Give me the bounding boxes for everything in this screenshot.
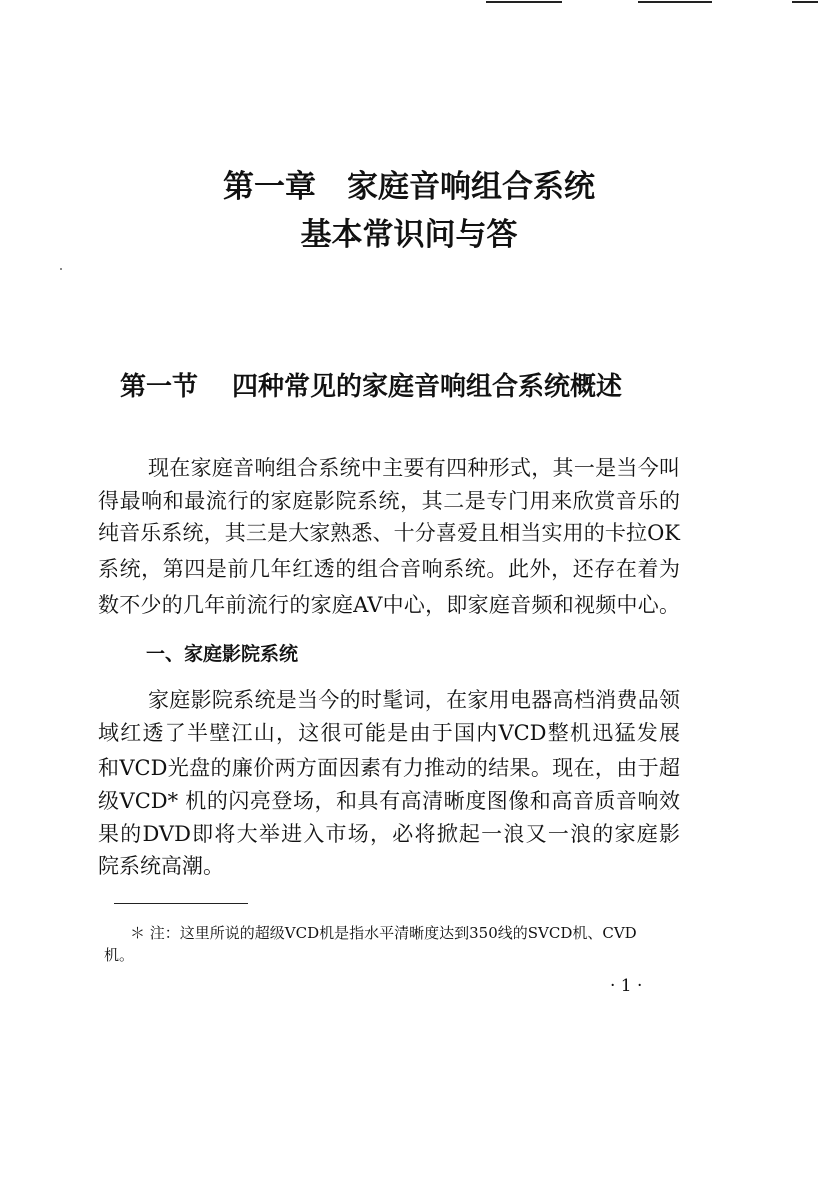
subsection-title: 一、家庭影院系统 [146,643,299,665]
footnote-text: ＊ 注：这里所说的超级VCD机是指水平清晰度达到350线的SVCD机、CVD [130,924,637,942]
paragraph-line: 果的DVD即将大举进入市场，必将掀起一浪又一浪的家庭影 [98,822,680,846]
top-edge-rule [792,1,818,3]
section-heading: 四种常见的家庭音响组合系统概述 [232,372,623,402]
paragraph-line: 纯音乐系统，其三是大家熟悉、十分喜爱且相当实用的卡拉OK [98,521,680,545]
chapter-title-line2: 基本常识问与答 [300,217,518,253]
paragraph-line: 院系统高潮。 [98,854,224,878]
paragraph-line: 得最响和最流行的家庭影院系统，其二是专门用来欣赏音乐的 [98,489,680,513]
section-label: 第一节 [120,372,199,402]
footnote-separator [114,903,248,904]
paragraph-line: 和VCD光盘的廉价两方面因素有力推动的结果。现在，由于超 [98,756,680,780]
top-edge-rule [486,1,562,3]
paragraph-line: 域红透了半壁江山，这很可能是由于国内VCD整机迅猛发展 [98,721,680,745]
section-title [120,372,622,402]
scan-speck [60,268,62,270]
paragraph-line: 级VCD* 机的闪亮登场，和具有高清晰度图像和高音质音响效 [98,789,680,813]
paragraph-line: 系统，第四是前几年红透的组合音响系统。此外，还存在着为 [98,557,680,581]
footnote-text: 机。 [104,946,135,964]
page-number: · 1 · [610,976,643,996]
paragraph-line: 数不少的几年前流行的家庭AV中心，即家庭音频和视频中心。 [98,593,680,617]
chapter-title-line1: 第一章 家庭音响组合系统 [223,169,595,205]
paragraph-line: 家庭影院系统是当今的时髦词，在家用电器高档消费品领 [148,688,680,712]
top-edge-rule [638,1,712,3]
paragraph-line: 现在家庭音响组合系统中主要有四种形式，其一是当今叫 [148,456,680,480]
